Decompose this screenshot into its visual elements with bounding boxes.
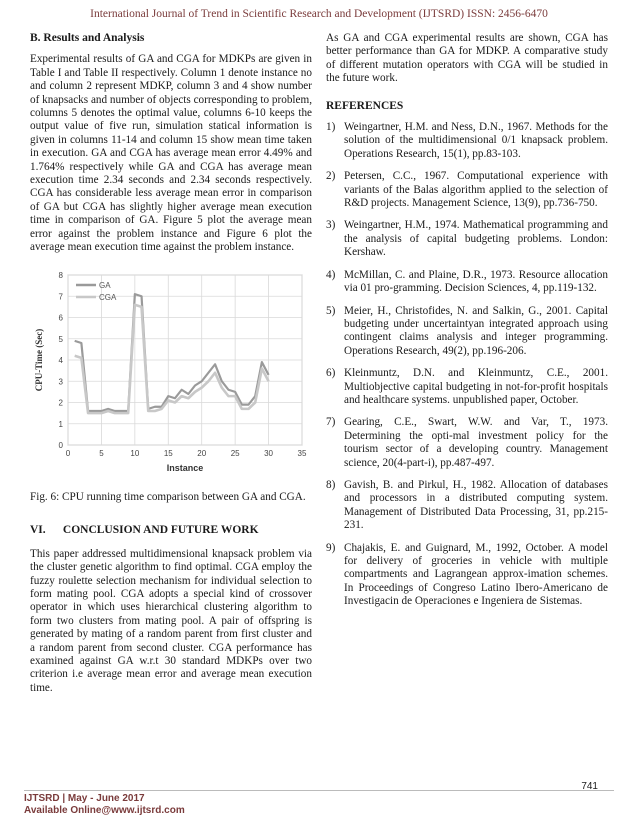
reference-number: 8)	[326, 478, 336, 491]
results-paragraph: Experimental results of GA and CGA for MDKPs are given in Table I and Table II respectively. Column 1 denote instance no and column 2 represent MDKP, column 3 and 4 show number of knapsacks and number of objects corresponding to problem, columns 5 denotes the optimal value, columns 6-10 keeps the output value of five run, simulation statical information is given in columns 11-14 and column 15 show mean time taken in execution. GA and CGA has average mean error 4.49% and 1.764% respectively while GA and CGA has average mean execution time 2.34 seconds and 2.34 seconds respectively. CGA has considerable less average mean error in comparison of GA but CGA has slightly higher average mean execution time in comparison of GA. Figure 5 plot the average mean error against the problem instance and Figure 6 plot the average mean execution time against the problem instance.	[30, 53, 312, 254]
reference-number: 7)	[326, 416, 336, 429]
conclusion-paragraph: This paper addressed multidimensional knapsack problem via the cluster genetic algorithm to find optimal. CGA employ the fuzzy roulette selection mechanism for individual selection to form mating pool. CGA adopts a special kind of crossover operator in which uses hierarchical clustering algorithm to form two clusters from mating pool. A pair of offspring is generated by mating of a random parent from first cluster and a random parent from second cluster. CGA performance has examined against GA w.r.t 30 standard MDKPs over two criterion i.e average mean error and average mean execution time.	[30, 547, 312, 694]
legend-label-ga: GA	[99, 280, 111, 290]
reference-text: Weingartner, H.M. and Ness, D.N., 1967. Methods for the solution of the multidimensional 0/1 knapsack problem. Operations Research, 15(1), pp.83-103.	[344, 121, 608, 160]
right-column	[326, 32, 608, 618]
conclusion-title-text: VI. CONCLUSION AND FUTURE WORK	[30, 524, 259, 537]
reference-item	[326, 269, 608, 296]
reference-number: 1)	[326, 121, 336, 134]
page-number: 741	[581, 781, 598, 792]
results-title: B. Results and Analysis	[30, 32, 145, 44]
references-section	[326, 100, 608, 609]
reference-text: Weingartner, H.M., 1974. Mathematical programming and the analysis of capital budgeting problems. London: Kershaw.	[344, 219, 608, 259]
footer-line2: Available Online@www.ijtsrd.com	[24, 805, 185, 816]
journal-header: International Journal of Trend in Scientific Research and Development (IJTSRD) ISSN: 2456-6470	[90, 8, 548, 20]
x-axis-label: Instance	[166, 462, 204, 473]
reference-text: Meier, H., Christofides, N. and Salkin, G., 2001. Capital budgeting under uncertaintyan integrated approach using contingent claims analysis and integer programming. Operations Research, 49(2), pp.196-206.	[344, 304, 608, 357]
y-tick-label: 7	[58, 291, 63, 301]
y-axis-label: CPU-Time (Sec)	[34, 328, 44, 391]
reference-item	[326, 542, 608, 609]
x-tick-label: 35	[297, 448, 307, 458]
x-tick-label: 10	[130, 448, 140, 458]
y-tick-label: 2	[58, 398, 63, 407]
reference-number: 4)	[326, 268, 336, 281]
references-list	[326, 121, 608, 609]
y-tick-label: 5	[58, 334, 63, 344]
reference-item	[326, 219, 608, 259]
y-tick-label: 1	[58, 419, 63, 429]
figure-caption: Fig. 6: CPU running time comparison between GA and CGA.	[30, 490, 306, 503]
reference-text: Gearing, C.E., Swart, W.W. and Var, T., 1973. Determining the opti-mal investment policy for the tourism sector of a developing country. Management science, 20(4-part-i), pp.487-497.	[344, 416, 608, 469]
x-tick-label: 5	[99, 448, 104, 458]
cpu-time-chart	[30, 269, 312, 477]
reference-item	[326, 305, 608, 359]
x-tick-label: 25	[230, 448, 240, 458]
y-tick-label: 8	[58, 270, 63, 280]
reference-number: 5)	[326, 304, 336, 317]
footer	[24, 793, 185, 817]
reference-item	[326, 416, 608, 470]
y-tick-label: 6	[58, 313, 63, 322]
reference-item	[326, 367, 608, 407]
reference-number: 2)	[326, 170, 336, 183]
y-tick-label: 0	[58, 440, 63, 450]
conclusion-title	[30, 524, 312, 537]
reference-text: Gavish, B. and Pirkul, H., 1982. Allocation of databases and processors in a distributed computing system. Management of Distributed Data Processing, 31, pp.215-231.	[344, 478, 608, 532]
x-tick-label: 20	[197, 448, 207, 458]
x-tick-label: 30	[264, 448, 274, 458]
reference-text: McMillan, C. and Plaine, D.R., 1973. Resource allocation via 01 pro-gramming. Decision Sciences, 4, pp.119-132.	[344, 268, 608, 295]
references-title: REFERENCES	[326, 99, 404, 112]
reference-number: 6)	[326, 367, 336, 380]
footer-line1: IJTSRD | May - June 2017	[24, 793, 145, 804]
reference-item	[326, 121, 608, 161]
reference-number: 3)	[326, 219, 336, 232]
reference-number: 9)	[326, 541, 336, 554]
legend-label-cga: CGA	[99, 292, 117, 302]
conclusion-continuation: As GA and CGA experimental results are shown, CGA has better performance than GA for MDKP. A comparative study of different mutation operators with CGA will be studied in the future work.	[326, 32, 608, 85]
footer-divider	[24, 790, 614, 791]
y-tick-label: 3	[58, 376, 63, 386]
reference-item	[326, 479, 608, 533]
reference-text: Petersen, C.C., 1967. Computational experience with variants of the Balas algorithm applied to the selection of R&D projects. Management Science, 13(9), pp.736-750.	[344, 170, 608, 210]
x-tick-label: 15	[163, 448, 173, 458]
reference-text: Chajakis, E. and Guignard, M., 1992, October. A model for delivery of groceries in vehicle with multiple compartments and Lagrangean approx-imation schemes. In Proceedings of Congreso Latino Ibero-Americano de Investigacin de Operaciones e Ingeniera de Sistemas.	[344, 541, 608, 608]
x-tick-label: 0	[65, 448, 71, 458]
reference-text: Kleinmuntz, D.N. and Kleinmuntz, C.E., 2001. Multiobjective capital budgeting in not-for-profit hospitals and healthcare systems. unpublished paper, October.	[344, 367, 608, 406]
reference-item	[326, 170, 608, 210]
y-tick-label: 4	[58, 355, 63, 365]
left-column	[30, 32, 312, 695]
